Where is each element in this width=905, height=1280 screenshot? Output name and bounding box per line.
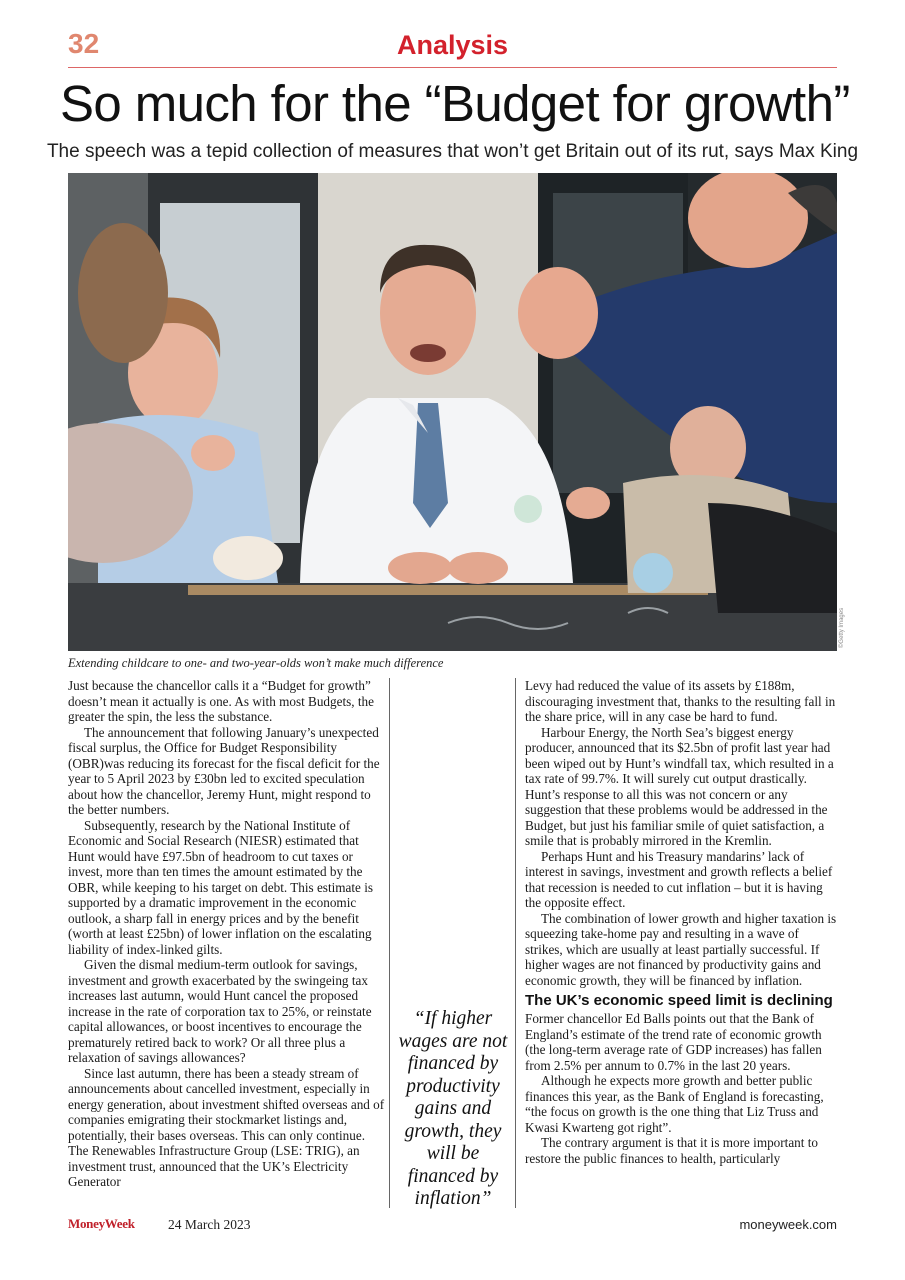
header-rule [68, 67, 837, 68]
column-divider [515, 678, 516, 1208]
paragraph: The combination of lower growth and higher taxation is squeezing take-home pay and resulting in a wave of strikes, which are usually at least partially successful. If higher wages are not financed by productivity gains and economic growth, they will be financed by inflation. [525, 910, 837, 988]
column-divider [389, 678, 390, 1208]
photo-credit: ©Getty Images [839, 607, 845, 648]
article-column-2 [525, 678, 837, 1166]
paragraph: The contrary argument is that it is more important to restore the public finances to health, particularly [525, 1135, 818, 1166]
standfirst: The speech was a tepid collection of measures that won’t get Britain out of its rut, says Max King [46, 141, 859, 162]
paragraph: Subsequently, research by the National Institute of Economic and Social Research (NIESR) estimated that Hunt would have £97.5bn of headroom to cut taxes or invest, more than ten times the amount estimated by the OBR, while keeping to his target on debt. This estimate is supported by a dramatic improvement in the economic outlook, a sharp fall in energy prices and by the benefit (worth at least £25bn) of lower inflation on the escalating liability of index-linked gilts. [68, 817, 373, 957]
paragraph: Levy had reduced the value of its assets by £188m, discouraging investment that, thanks to the resulting fall in the share price, will in any case be hard to fund. [525, 678, 836, 724]
issue-date: 24 March 2023 [168, 1217, 251, 1232]
brand-logo: MoneyWeek [68, 1216, 135, 1231]
website-url: moneyweek.com [739, 1217, 837, 1232]
subheading: The UK’s economic speed limit is declining [525, 992, 833, 1009]
paragraph: Just because the chancellor calls it a “Budget for growth” doesn’t mean it actually is one. As with most Budgets, the greater the spin, the less the substance. [68, 678, 374, 724]
photo-caption: Extending childcare to one- and two-year-olds won’t make much difference [68, 656, 444, 670]
paragraph: Perhaps Hunt and his Treasury mandarins’ lack of interest in savings, investment and growth reflects a belief that recession is needed to cut inflation – but it is having the opposite effect. [525, 848, 833, 910]
article-column-1 [68, 678, 386, 1190]
section-label: Analysis [396, 30, 509, 60]
paragraph: The announcement that following January’s unexpected fiscal surplus, the Office for Budget Responsibility (OBR)was reducing its forecast for the fiscal deficit for the year to 5 April 2023 by £30bn led to excited speculation about how the chancellor, Jeremy Hunt, might respond to the better numbers. [68, 724, 380, 817]
paragraph: Since last autumn, there has been a steady stream of announcements about cancelled investment, especially in energy generation, about investment shifted overseas and of companies emigrating their stockmarket listings and, potentially, their bases overseas. This can only continue. The Renewables Infrastructure Group (LSE: TRIG), an investment trust, announced that the UK’s Electricity Generator [68, 1065, 385, 1189]
photo-illustration [68, 173, 837, 651]
page-number: 32 [68, 28, 100, 59]
paragraph: Although he expects more growth and better public finances this year, as the Bank of England is forecasting, “the focus on growth is the one thing that Liz Truss and Kwasi Kwarteng got right”. [525, 1073, 824, 1135]
paragraph: Harbour Energy, the North Sea’s biggest energy producer, announced that its $2.5bn of profit last year had been wiped out by Hunt’s windfall tax, which resulted in a tax rate of 99.7%. It will surely cut output drastically. Hunt’s response to all this was not concern or any suggestion that these problems would be addressed in the Budget, but just his familiar smile of quiet satisfaction, a smile that is probably mirrored in the Kremlin. [525, 724, 834, 848]
paragraph: Given the dismal medium-term outlook for savings, investment and growth exacerbated by the swingeing tax increases last autumn, would Hunt cancel the proposed increase in the rate of corporation tax to 25%, or reinstate capital allowances, or boost incentives to encourage the prematurely retired back to work? Or all three plus a relaxation of savings allowances? [68, 957, 372, 1065]
paragraph: Former chancellor Ed Balls points out that the Bank of England’s estimate of the trend rate of economic growth (the long-term average rate of GDP increases) has fallen from 2.5% per annum to 0.7% in the last 20 years. [525, 1011, 822, 1073]
headline: So much for the “Budget for growth” [60, 75, 850, 132]
article-photo [68, 173, 837, 651]
pull-quote: “If higher wages are not financed by productivity gains and growth, they will be financed by inflation” [398, 1008, 508, 1209]
